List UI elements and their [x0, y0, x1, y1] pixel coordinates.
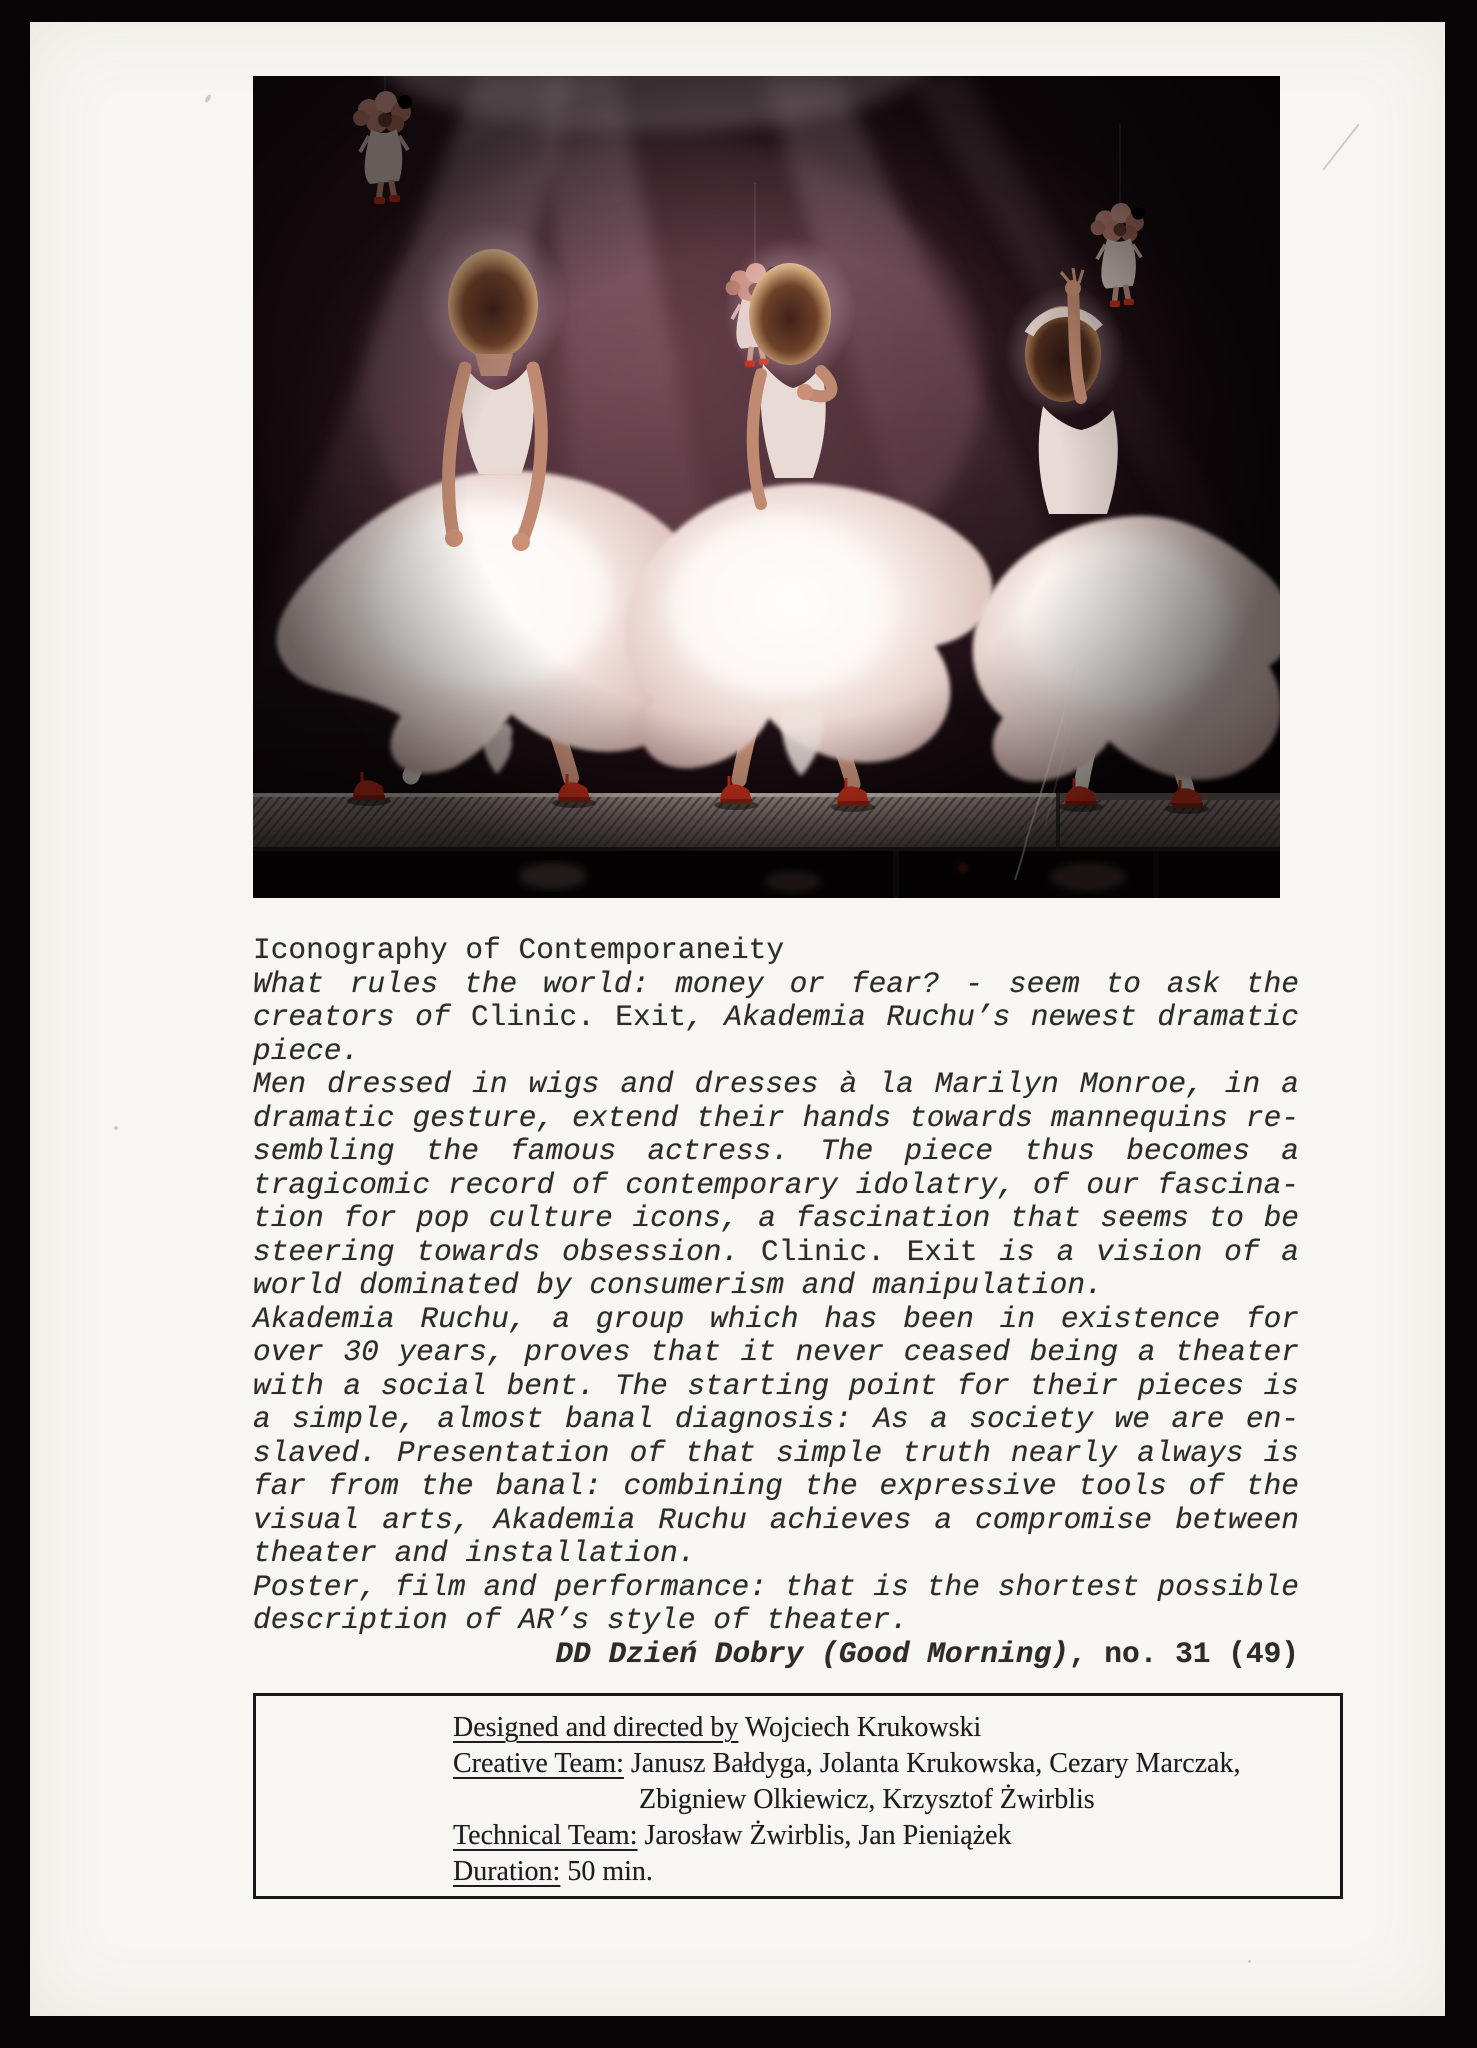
text-segment: Clinic. Exit: [470, 1000, 687, 1034]
text-line: [253, 1336, 1299, 1370]
text-segment: piece.: [253, 1033, 360, 1068]
text-line: [253, 1403, 1299, 1437]
text-segment: Creative Team:: [453, 1748, 624, 1779]
text-segment: Akademia Ruchu, a group which has been in existence for: [253, 1301, 1299, 1336]
credits-text: [256, 1696, 1340, 1890]
text-segment: DD Dzień Dobry (Good Morning): [555, 1636, 1069, 1671]
performance-photo: [253, 76, 1280, 898]
text-line: [253, 1068, 1299, 1102]
text-segment: creators of: [253, 1000, 471, 1034]
text-segment: Zbigniew Olkiewicz, Krzysztof Żwirblis: [639, 1784, 1095, 1815]
text-segment: dramatic gesture, extend their hands towards mannequins re-: [253, 1100, 1299, 1135]
text-line: [253, 1236, 1299, 1270]
text-line: [253, 1571, 1299, 1605]
pencil-scratch-mark: [1322, 124, 1359, 171]
vignette: [253, 76, 1280, 898]
credits-line: [453, 1782, 1322, 1818]
scan-speck: [204, 94, 212, 104]
text-line: [253, 934, 1299, 968]
text-segment: Janusz Bałdyga, Jolanta Krukowska, Cezary Marczak,: [623, 1748, 1241, 1779]
text-segment: tion for pop culture icons, a fascination that seems to be: [253, 1201, 1299, 1235]
text-line: [253, 1202, 1299, 1236]
text-segment: theater and installation.: [253, 1536, 696, 1570]
text-segment: sembling the famous actress. The piece thus becomes a: [253, 1134, 1299, 1168]
text-segment: Clinic. Exit: [761, 1234, 978, 1269]
text-line: [253, 1035, 1299, 1069]
text-segment: What rules the world: money or fear? - seem to ask the: [253, 966, 1299, 1001]
text-line: [253, 1102, 1299, 1136]
text-line: [253, 1303, 1299, 1337]
text-segment: Technical Team:: [453, 1820, 638, 1851]
text-segment: Men dressed in wigs and dresses à la Marilyn Monroe, in a: [253, 1067, 1299, 1101]
text-segment: slaved. Presentation of that simple truth nearly always is: [253, 1435, 1299, 1470]
text-segment: visual arts, Akademia Ruchu achieves a compromise between: [253, 1502, 1299, 1537]
text-segment: world dominated by consumerism and manipulation.: [253, 1268, 1103, 1302]
text-segment: over 30 years, proves that it never ceased being a theater: [253, 1335, 1299, 1369]
credits-line: [453, 1746, 1322, 1782]
text-segment: far from the banal: combining the expressive tools of the: [253, 1469, 1299, 1503]
credits-line: [453, 1818, 1322, 1854]
page: [30, 22, 1445, 2016]
text-line: [253, 1169, 1299, 1203]
text-segment: , Akademia Ruchu’s newest dramatic: [686, 1000, 1300, 1034]
text-segment: steering towards obsession.: [253, 1234, 761, 1269]
text-segment: 50 min.: [560, 1856, 653, 1887]
text-line: [253, 1504, 1299, 1538]
text-segment: description of AR’s style of theater.: [253, 1603, 909, 1637]
text-line: [253, 1638, 1299, 1672]
article-text: [253, 934, 1299, 1671]
scan-speck: [1248, 1960, 1251, 1963]
text-segment: Poster, film and performance: that is the shortest possible: [253, 1569, 1299, 1604]
text-line: [253, 1437, 1299, 1471]
text-segment: Jarosław Żwirblis, Jan Pieniążek: [637, 1820, 1012, 1851]
text-segment: Wojciech Krukowski: [738, 1712, 982, 1743]
text-line: [253, 1604, 1299, 1638]
text-line: [253, 1269, 1299, 1303]
text-segment: with a social bent. The starting point for their pieces is: [253, 1368, 1299, 1403]
text-segment: , no. 31 (49): [1068, 1636, 1299, 1671]
text-line: [253, 1470, 1299, 1504]
credits-box: [253, 1693, 1343, 1899]
text-line: [253, 1001, 1299, 1035]
text-line: [253, 1370, 1299, 1404]
text-line: [253, 1135, 1299, 1169]
credits-line: [453, 1854, 1322, 1890]
text-segment: a simple, almost banal diagnosis: As a society we are en-: [253, 1402, 1299, 1436]
text-segment: tragicomic record of contemporary idolatry, of our fascina-: [253, 1167, 1299, 1202]
text-segment: Designed and directed by: [453, 1712, 739, 1743]
text-segment: is a vision of a: [977, 1234, 1300, 1269]
scan-speck: [114, 1126, 118, 1130]
credits-line: [453, 1710, 1322, 1746]
text-line: [253, 1537, 1299, 1571]
stage-photo-image: [253, 76, 1280, 898]
text-line: [253, 968, 1299, 1002]
text-segment: Iconography of Contemporaneity: [253, 933, 785, 967]
text-segment: Duration:: [453, 1856, 561, 1887]
